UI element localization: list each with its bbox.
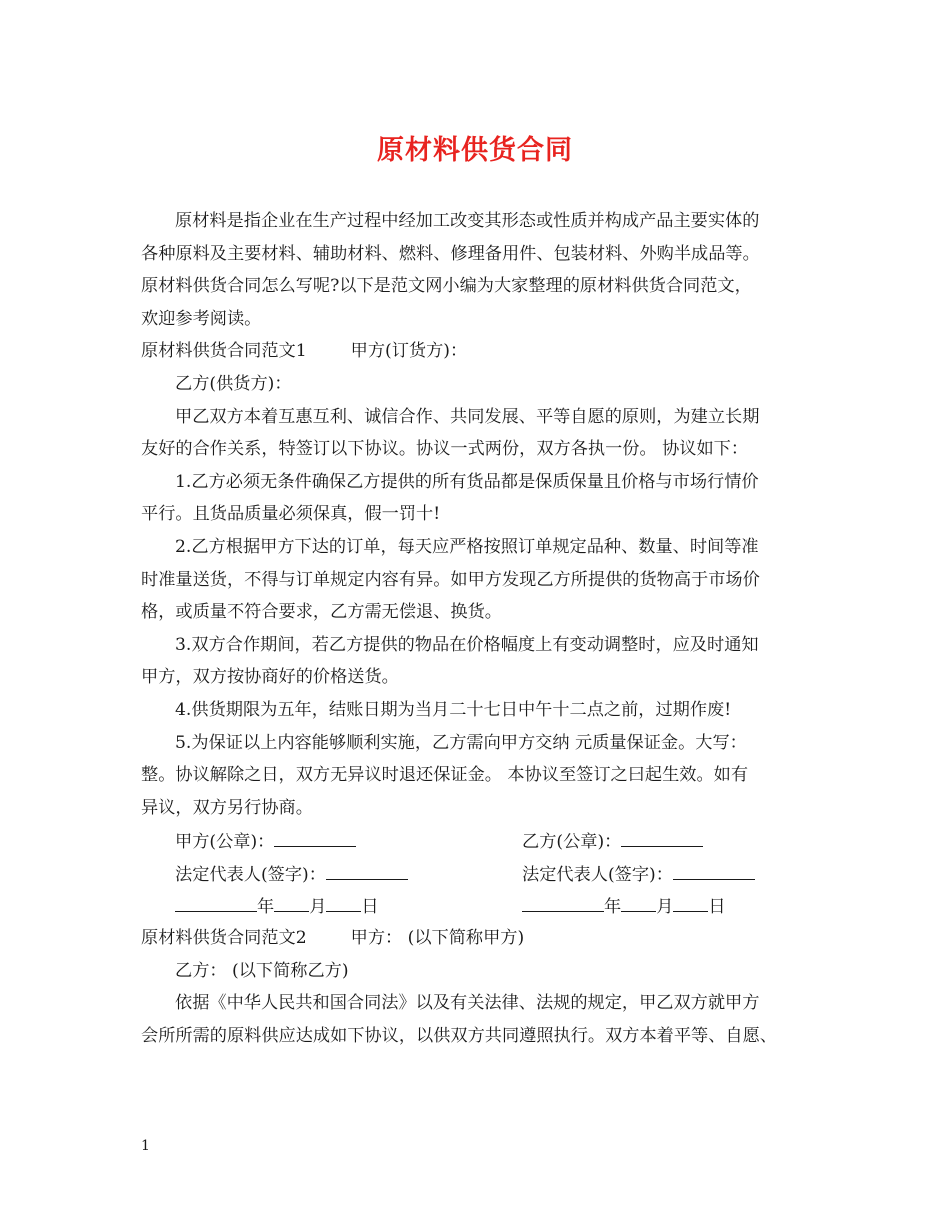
day-label: 日 xyxy=(708,897,726,918)
party-b-seal-blank xyxy=(621,824,703,847)
sample2-body-line: 依据《中华人民共和国合同法》以及有关法律、法规的规定，甲乙双方就甲方 xyxy=(175,993,760,1014)
year-blank xyxy=(175,889,257,912)
party-a-seal-blank xyxy=(274,824,356,847)
clause-line: 平行。且货品质量必须保真，假一罚十! xyxy=(141,504,441,525)
sample1-party-a: 甲方(订货方)： xyxy=(350,341,468,362)
sample1-party-b: 乙方(供货方)： xyxy=(175,373,292,394)
clause-line: 整。协议解除之日，双方无异议时退还保证金。 本协议至签订之曰起生效。如有 xyxy=(141,765,749,786)
clause-line: 异议，双方另行协商。 xyxy=(141,797,313,818)
intro-line: 原材料是指企业在生产过程中经加工改变其形态或性质并构成产品主要实体的 xyxy=(175,211,760,231)
day-blank xyxy=(673,889,708,912)
signature-seal-row xyxy=(141,824,831,857)
month-label: 月 xyxy=(656,897,674,918)
party-b-rep-label: 法定代表人(签字)： xyxy=(522,864,673,885)
party-a-rep-label: 法定代表人(签字)： xyxy=(175,864,326,885)
page-number: 1 xyxy=(141,1138,150,1154)
party-b-rep-blank xyxy=(673,857,755,880)
sample2-heading: 原材料供货合同范文2 xyxy=(141,928,307,949)
month-blank xyxy=(621,889,656,912)
month-blank xyxy=(274,889,309,912)
year-label: 年 xyxy=(257,897,275,918)
clause-line: 2.乙方根据甲方下达的订单，每天应严格按照订单规定品种、数量、时间等准 xyxy=(175,536,759,557)
clause-line: 4.供货期限为五年，结账日期为当月二十七日中午十二点之前，过期作废! xyxy=(175,699,732,720)
sample1-heading-line xyxy=(141,335,831,368)
sample2-body-line: 会所所需的原料供应达成如下协议，以供双方共同遵照执行。双方本着平等、自愿、 xyxy=(141,1025,777,1046)
clause-line: 甲方，双方按协商好的价格送货。 xyxy=(141,667,399,688)
document-body xyxy=(141,205,831,1052)
party-a-seal-label: 甲方(公章)： xyxy=(175,832,275,853)
clause-line: 时准量送货，不得与订单规定内容有异。如甲方发现乙方所提供的货物高于市场价 xyxy=(141,569,760,590)
party-a-rep xyxy=(175,857,522,890)
clause-line: 格，或质量不符合要求，乙方需无偿退、换货。 xyxy=(141,602,502,623)
clause-line: 1.乙方必须无条件确保乙方提供的所有货品都是保质保量且价格与市场行情价 xyxy=(175,471,759,492)
sample1-heading: 原材料供货合同范文1 xyxy=(141,341,307,362)
party-b-rep xyxy=(522,857,755,890)
document-title: 原材料供货合同 xyxy=(377,135,573,166)
year-blank xyxy=(522,889,604,912)
sample2-party-b: 乙方： (以下简称乙方) xyxy=(175,960,349,981)
sample2-party-a: 甲方： (以下简称甲方) xyxy=(350,928,525,949)
intro-line: 各种原料及主要材料、辅助材料、燃料、修理备用件、包装材料、外购半成品等。 xyxy=(141,243,760,264)
month-label: 月 xyxy=(309,897,327,918)
party-a-date xyxy=(175,889,522,922)
intro-line: 原材料供货合同怎么写呢?以下是范文网小编为大家整理的原材料供货合同范文， xyxy=(141,276,752,297)
preamble-line: 甲乙双方本着互惠互利、诚信合作、共同发展、平等自愿的原则，为建立长期 xyxy=(175,406,760,427)
party-b-seal-label: 乙方(公章)： xyxy=(522,832,622,853)
signature-date-row xyxy=(141,889,831,922)
party-a-rep-blank xyxy=(326,857,408,880)
sample2-heading-line xyxy=(141,922,831,955)
preamble-line: 友好的合作关系，特签订以下协议。协议一式两份，双方各执一份。 协议如下： xyxy=(141,439,749,460)
day-label: 日 xyxy=(361,897,379,918)
signature-rep-row xyxy=(141,857,831,890)
intro-line: 欢迎参考阅读。 xyxy=(141,308,262,329)
party-a-seal xyxy=(175,824,522,857)
day-blank xyxy=(326,889,361,912)
clause-line: 5.为保证以上内容能够顺利实施，乙方需向甲方交纳 元质量保证金。大写： xyxy=(175,732,747,753)
clause-line: 3.双方合作期间，若乙方提供的物品在价格幅度上有变动调整时，应及时通知 xyxy=(175,634,759,655)
party-b-date xyxy=(522,889,726,922)
year-label: 年 xyxy=(604,897,622,918)
party-b-seal xyxy=(522,824,703,857)
